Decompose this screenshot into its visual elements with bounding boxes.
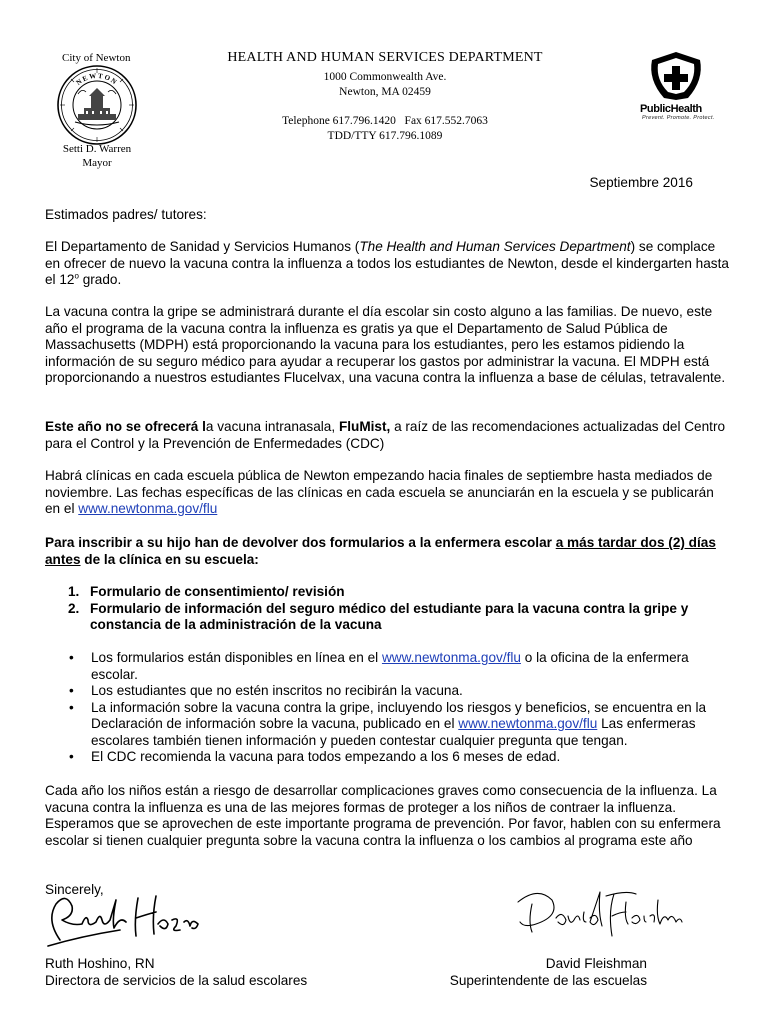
text-span: El CDC recomienda la vacuna para todos empezando a los 6 meses de edad.	[91, 749, 561, 764]
list-number: 2.	[68, 600, 80, 616]
paragraph-flumist	[45, 419, 730, 452]
closing: Sincerely,	[45, 882, 104, 897]
list-item	[45, 584, 730, 601]
paragraph-enroll	[45, 535, 730, 568]
text-span: Habrá clínicas en cada escuela pública de Newton empezando hacia finales de septiembre hasta mediados de noviembre. Las fechas específicas de las clínicas en cada escuela se anunciarán en la escuela y se publicarán en el	[45, 468, 714, 516]
list-item	[45, 683, 730, 700]
bullet-icon: •	[69, 699, 74, 715]
text-span: o la oficina de la enfermera escolar.	[91, 650, 689, 682]
signer-right-name: David Fleishman	[545, 956, 647, 971]
text-span: Para inscribir a su hijo han de devolver dos formularios a la enfermera escolar	[45, 535, 556, 550]
text-bold: FluMist,	[338, 419, 391, 434]
text-span: a raíz de las recomendaciones actualizadas del Centro para el Control y la Prevención de Enfermedades (CDC)	[45, 419, 726, 451]
public-health-tagline: Prevent. Promote. Protect.	[642, 115, 715, 121]
text-span: a vacuna intranasala,	[205, 419, 339, 434]
signature-david-fleishman	[508, 882, 684, 946]
letter-date: Septiembre 2016	[589, 175, 693, 190]
department-title: HEALTH AND HUMAN SERVICES DEPARTMENT	[227, 50, 543, 65]
text-bold: Este año no se ofrecerá l	[45, 419, 206, 434]
signer-left-title: Directora de servicios de la salud escolares	[45, 972, 308, 988]
mayor-name: Setti D. Warren	[62, 143, 132, 155]
signer-right-title: Superintendente de las escuelas	[449, 972, 647, 988]
flu-link[interactable]: www.newtonma.gov/flu	[458, 716, 598, 731]
greeting: Estimados padres/ tutores:	[45, 207, 207, 222]
city-seal-icon	[56, 64, 138, 146]
text-span: El Departamento de Sanidad y Servicios Humanos (	[45, 239, 360, 254]
public-health-name: PublicHealth	[640, 103, 702, 115]
list-text: Formulario de información del seguro médico del estudiante para la vacuna contra la gripe y constancia de la administración de la vacuna	[90, 600, 689, 632]
paragraph-closing: Cada año los niños están a riesgo de desarrollar complicaciones graves como consecuencia de la influenza. La vacuna contra la influenza es una de las mejores formas de proteger a los niños de contraer la influenza. Esperamos que se aprovechen de este importante programa de prevención. Por favor, hablen con su enfermera escolar si tienen cualquier pregunta sobre la vacuna contra la influenza o los cambios al programa este año	[45, 783, 721, 848]
superscript: o	[74, 271, 79, 281]
bullet-icon: •	[69, 683, 74, 698]
signer-right	[450, 956, 647, 989]
signer-left-name: Ruth Hoshino, RN	[45, 956, 155, 971]
text-italic: The Health and Human Services Department	[359, 239, 631, 254]
phone-line: Telephone 617.796.1420 Fax 617.552.7063	[282, 115, 488, 127]
paragraph-cost: La vacuna contra la gripe se administrará durante el día escolar sin costo alguno a las familias. De nuevo, este año el programa de la vacuna contra la influenza es gratis ya que el Departamento de Salud Pública de Massachusetts (MDPH) está proporcionando la vacuna para los estudiantes, pero les estamos pidiendo la información de su seguro médico para ayudar a recuperar los gastos por administrar la vacuna. El MDPH está proporcionando a nuestros estudiantes Flucelvax, una vacuna contra la influenza a base de células, tetravalente.	[45, 304, 726, 385]
text-span: de la clínica en su escuela:	[80, 551, 259, 567]
mayor-block	[48, 142, 146, 170]
address-line: 1000 Commonwealth Ave.	[323, 71, 447, 83]
address-line: Newton, MA 02459	[339, 86, 431, 98]
bullet-icon: •	[69, 749, 74, 764]
flu-link[interactable]: www.newtonma.gov/flu	[78, 501, 218, 516]
svg-text:NEWTON: NEWTON	[74, 71, 120, 87]
text-span: Las enfermeras escolares también tienen información y pueden contestar cualquier pregunta que tengan.	[91, 716, 696, 748]
bullet-icon: •	[69, 650, 74, 665]
list-item	[45, 601, 730, 634]
list-number: 1.	[68, 584, 80, 599]
signature-ruth-hoshino	[42, 890, 202, 950]
text-span: Los estudiantes que no estén inscritos no recibirán la vacuna.	[91, 683, 463, 698]
list-text: Formulario de consentimiento/ revisión	[90, 584, 345, 599]
department-address	[200, 70, 570, 100]
tdd-line: TDD/TTY 617.796.1089	[327, 130, 443, 142]
list-item	[45, 749, 730, 766]
text-span: ) se complace en ofrecer de nuevo la vacuna contra la influenza a todos los estudiantes de Newton, desde el kindergarten hasta el 12	[45, 239, 729, 287]
paragraph-clinics	[45, 468, 730, 518]
department-phones	[200, 114, 570, 144]
city-label: City of Newton	[62, 52, 131, 64]
signer-left	[45, 956, 307, 989]
forms-list	[45, 584, 730, 634]
list-item	[45, 700, 730, 750]
flu-link[interactable]: www.newtonma.gov/flu	[381, 650, 521, 665]
list-item	[45, 650, 730, 683]
paragraph-intro	[45, 239, 730, 289]
info-bullets	[45, 650, 730, 766]
text-span: grado.	[78, 272, 122, 287]
text-underlined: a más tardar dos (2) días antes	[45, 535, 716, 567]
text-span: La información sobre la vacuna contra la gripe, incluyendo los riesgos y beneficios, se encuentra en la Declaración de información sobre la vacuna, publicado en el	[91, 699, 707, 731]
mayor-title: Mayor	[82, 157, 112, 169]
text-span: Los formularios están disponibles en línea en el	[91, 650, 382, 665]
